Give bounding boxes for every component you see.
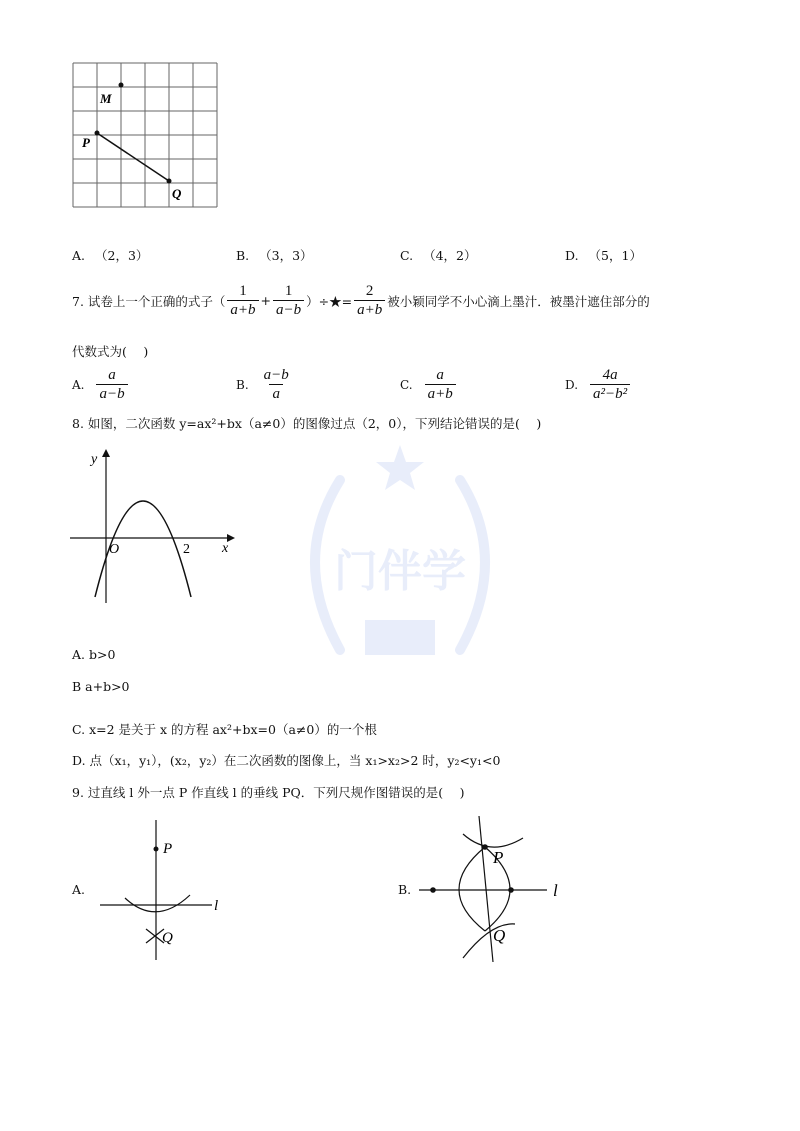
q9-fig-b-label: B. [398,882,412,897]
label-p: P [163,841,173,857]
arc-left [459,847,485,931]
q7-stem [72,282,650,319]
watermark [280,440,520,690]
q6-option-b [236,246,313,264]
q7-frac-1: $\frac{1}{a+b}$ [227,282,258,319]
label-q: Q [493,926,506,945]
option-text: （2，3） [95,248,149,263]
q7-option-c: C. $\frac{a}{a+b}$ [400,366,456,403]
grid-figure [60,55,230,219]
q8-option-a: A. b>0 [72,647,116,662]
q8-option-d: D. 点（x₁，y₁），(x₂，y₂）在二次函数的图像上，当 x₁>x₂>2 时，y₂<y₁<0 [72,753,501,768]
segment-pq [97,133,169,181]
q7-line-2: 代数式为( ) [72,344,149,359]
q8-parabola-graph [65,445,245,609]
q9-figure-a [90,815,240,969]
option-text: （5，1） [588,248,642,263]
q7-plus: + [260,293,272,308]
watermark-text: 门伴学 [334,546,466,597]
slanted-line [479,816,493,962]
label-l: l [553,881,558,900]
q6-option-a [72,246,148,264]
q9-figure-b [415,810,585,974]
option-text: （4，2） [423,248,477,263]
point-p [482,844,488,850]
point-p [95,131,100,136]
option-label: B. [236,248,250,263]
q6-option-d [565,246,642,264]
origin-label: O [109,542,120,557]
axis-y-label: y [91,452,98,467]
q7-prefix: 7. 试卷上一个正确的式子（ [72,293,226,309]
arc-bottom [463,924,515,958]
label-q: Q [172,186,182,201]
option-label: A. [72,248,86,263]
axis-x-label: x [222,541,229,556]
point-m [119,83,124,88]
label-m: M [100,91,112,106]
point-p [154,847,159,852]
q7-close-div: ）÷★= [306,293,353,309]
option-label: D. [565,248,579,263]
q7-option-d: D. $\frac{4a}{\text{a²−b²}}$ [565,366,630,403]
q8-stem: 8. 如图，二次函数 y=ax²+bx（a≠0）的图像过点（2，0），下列结论错误的是( ) [72,416,542,431]
q7-suffix: 被小颖同学不小心滴上墨汁．被墨汁遮住部分的 [387,293,650,309]
y-axis-arrow-icon [102,449,110,457]
point-left [430,887,436,893]
arc-bottom [125,895,190,912]
q6-option-c [400,246,476,264]
point-right [508,887,514,893]
q8-option-b: B a+b>0 [72,679,130,694]
option-label: C. [400,248,414,263]
label-p: P [493,848,504,867]
q7-option-a: A. $\frac{a}{a-b}$ [72,366,128,403]
label-p: P [82,135,90,150]
q9-fig-a-label: A. [72,882,86,897]
q7-option-b: B. $\frac{a-b}{a}$ [236,367,289,402]
q7-frac-2: $\frac{1}{a-b}$ [273,282,304,319]
label-q: Q [162,930,173,946]
point-q [167,179,172,184]
q8-option-c: C. x=2 是关于 x 的方程 ax²+bx=0（a≠0）的一个根 [72,722,377,737]
label-l: l [214,898,219,914]
tick-2-label: 2 [183,542,190,557]
arc-top [463,834,523,847]
q9-stem: 9. 过直线 l 外一点 P 作直线 l 的垂线 PQ．下列尺规作图错误的是( ) [72,785,465,800]
q7-frac-3: $\frac{2}{a+b}$ [354,282,385,319]
option-text: （3，3） [259,248,313,263]
